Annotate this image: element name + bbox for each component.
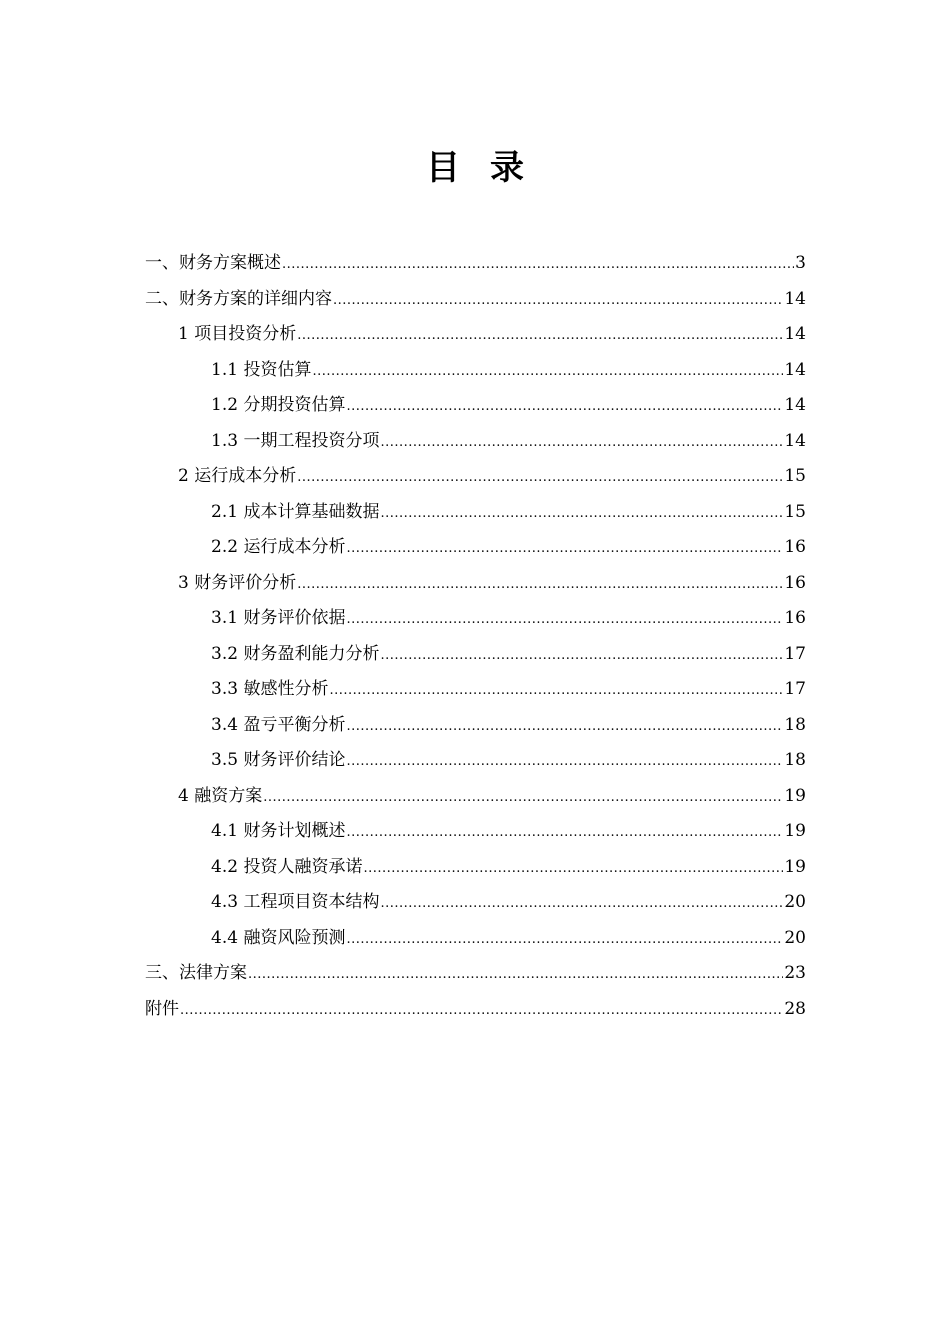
- toc-entry[interactable]: [145, 672, 806, 708]
- toc-entry-page-number: 18: [784, 750, 806, 770]
- toc-dot-leader: [248, 957, 783, 993]
- toc-entry-page-number: 18: [784, 714, 806, 735]
- toc-entry-page-number: 16: [784, 537, 806, 557]
- toc-entry-label: 1.2 分期投资估算: [211, 395, 346, 415]
- toc-entry[interactable]: [145, 850, 806, 886]
- toc-title: [0, 144, 950, 192]
- toc-entry-label: 3.1 财务评价依据: [211, 608, 346, 628]
- toc-entry[interactable]: [145, 246, 806, 282]
- toc-entry-label: 2.1 成本计算基础数据: [211, 501, 380, 522]
- toc-entry[interactable]: [145, 601, 806, 637]
- toc-entry[interactable]: [145, 743, 806, 779]
- toc-entry-page-number: 14: [784, 395, 806, 415]
- toc-dot-leader: [297, 460, 783, 496]
- toc-entry-page-number: 15: [784, 466, 806, 486]
- toc-entry-label: 1.1 投资估算: [211, 359, 312, 380]
- toc-entry-label: 3.2 财务盈利能力分析: [211, 643, 380, 664]
- toc-entry-label: 4.3 工程项目资本结构: [211, 892, 380, 912]
- toc-dot-leader: [312, 354, 783, 390]
- toc-entry[interactable]: [145, 921, 806, 957]
- toc-entry-label: 2.2 运行成本分析: [211, 537, 346, 557]
- toc-entry-label: 3.3 敏感性分析: [211, 679, 329, 699]
- toc-entry[interactable]: [145, 495, 806, 531]
- toc-dot-leader: [346, 815, 783, 851]
- toc-dot-leader: [180, 993, 783, 1029]
- toc-dot-leader: [346, 709, 783, 745]
- toc-entry[interactable]: [145, 317, 806, 353]
- toc-entry[interactable]: [145, 566, 806, 602]
- toc-entry-label: 1.3 一期工程投资分项: [211, 430, 380, 451]
- toc-entry-label: 3.5 财务评价结论: [211, 750, 346, 770]
- toc-dot-leader: [380, 496, 783, 532]
- toc-title-char-2: 录: [490, 148, 524, 188]
- toc-dot-leader: [263, 780, 783, 816]
- toc-dot-leader: [346, 389, 783, 425]
- toc-entry-page-number: 3: [795, 253, 806, 273]
- toc-entry-label: 3.4 盈亏平衡分析: [211, 714, 346, 735]
- toc-dot-leader: [363, 851, 783, 887]
- toc-entry-page-number: 19: [784, 856, 806, 877]
- toc-dot-leader: [380, 886, 783, 922]
- toc-entry[interactable]: [145, 459, 806, 495]
- toc-entry-label: 三、法律方案: [145, 963, 247, 983]
- toc-entry-page-number: 17: [784, 679, 806, 699]
- toc-entry-label: 一、财务方案概述: [145, 253, 281, 273]
- toc-entry-label: 1 项目投资分析: [178, 324, 297, 344]
- toc-entry[interactable]: [145, 814, 806, 850]
- table-of-contents: [145, 246, 806, 1027]
- toc-entry[interactable]: [145, 353, 806, 389]
- toc-entry[interactable]: [145, 779, 806, 815]
- toc-entry-label: 二、财务方案的详细内容: [145, 288, 332, 309]
- toc-entry-label: 4.4 融资风险预测: [211, 927, 346, 948]
- toc-dot-leader: [333, 283, 783, 319]
- toc-dot-leader: [346, 602, 783, 638]
- toc-entry[interactable]: [145, 424, 806, 460]
- toc-entry-page-number: 16: [784, 608, 806, 628]
- toc-dot-leader: [346, 744, 783, 780]
- toc-entry-page-number: 20: [784, 927, 806, 948]
- toc-entry-page-number: 28: [784, 998, 806, 1019]
- toc-dot-leader: [346, 922, 783, 958]
- toc-dot-leader: [282, 247, 794, 283]
- toc-entry[interactable]: [145, 388, 806, 424]
- toc-entry-label: 4.1 财务计划概述: [211, 821, 346, 841]
- toc-entry-page-number: 14: [784, 324, 806, 344]
- toc-entry-label: 4 融资方案: [178, 785, 263, 806]
- toc-entry-page-number: 17: [784, 643, 806, 664]
- toc-entry-page-number: 23: [784, 963, 806, 983]
- toc-entry-page-number: 14: [784, 288, 806, 309]
- toc-entry-label: 3 财务评价分析: [178, 572, 297, 593]
- toc-dot-leader: [329, 673, 783, 709]
- toc-entry[interactable]: [145, 530, 806, 566]
- toc-entry-label: 2 运行成本分析: [178, 466, 297, 486]
- toc-entry-label: 4.2 投资人融资承诺: [211, 856, 363, 877]
- toc-dot-leader: [380, 425, 783, 461]
- toc-entry-label: 附件: [145, 998, 179, 1019]
- toc-title-char-1: 目: [426, 148, 460, 188]
- toc-entry-page-number: 19: [784, 785, 806, 806]
- toc-entry-page-number: 14: [784, 359, 806, 380]
- toc-entry[interactable]: [145, 282, 806, 318]
- toc-dot-leader: [346, 531, 783, 567]
- toc-entry-page-number: 15: [784, 501, 806, 522]
- toc-entry[interactable]: [145, 992, 806, 1028]
- toc-dot-leader: [380, 638, 783, 674]
- toc-entry[interactable]: [145, 885, 806, 921]
- toc-entry-page-number: 16: [784, 572, 806, 593]
- toc-entry[interactable]: [145, 708, 806, 744]
- toc-dot-leader: [297, 567, 783, 603]
- toc-entry-page-number: 14: [784, 430, 806, 451]
- toc-dot-leader: [297, 318, 783, 354]
- toc-entry[interactable]: [145, 956, 806, 992]
- toc-entry[interactable]: [145, 637, 806, 673]
- toc-entry-page-number: 19: [784, 821, 806, 841]
- toc-entry-page-number: 20: [784, 892, 806, 912]
